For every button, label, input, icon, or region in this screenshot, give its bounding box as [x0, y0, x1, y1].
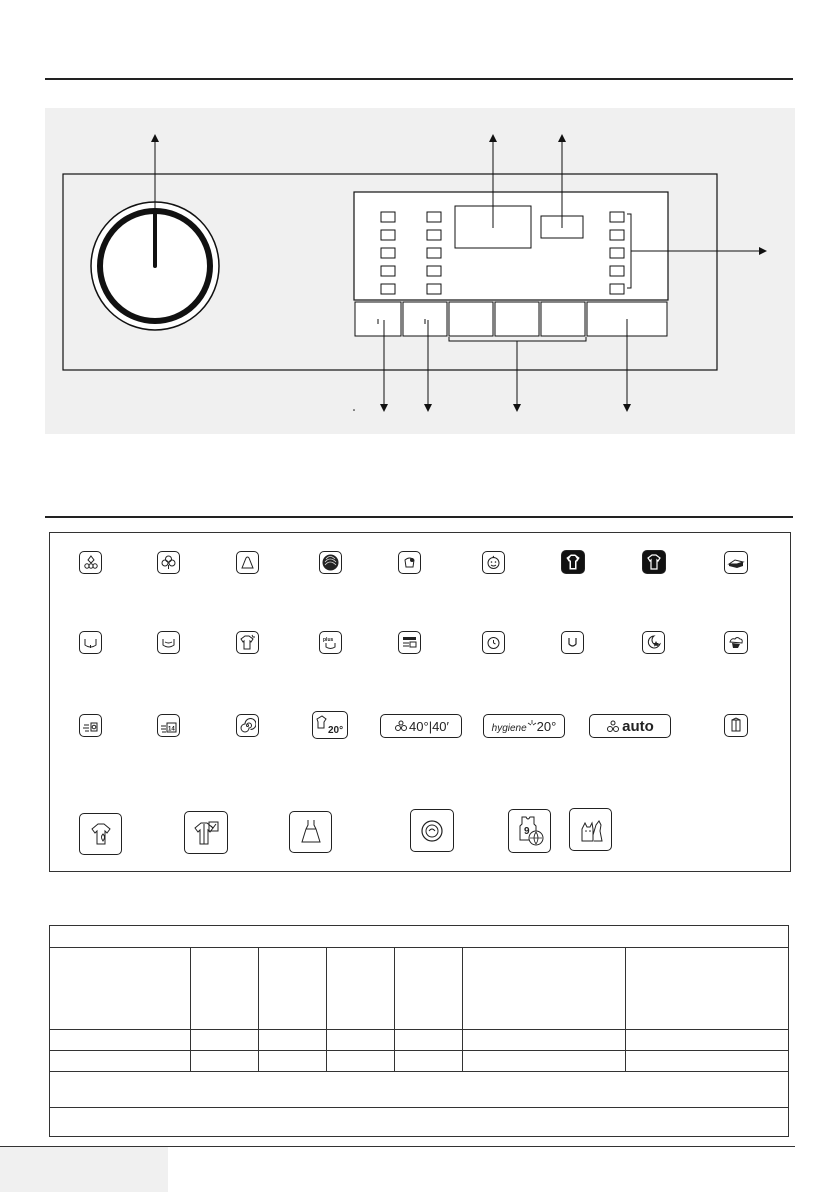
night-mode-icon: [642, 631, 665, 654]
footer-page-tab: [0, 1147, 168, 1192]
synthetic-icon: [236, 551, 259, 574]
prewash-icon: [79, 631, 102, 654]
outdoor-shirt-icon: [184, 811, 228, 854]
pet-hair-icon: [569, 808, 612, 851]
baby-protect-icon: [482, 551, 505, 574]
svg-text:20°: 20°: [328, 725, 344, 736]
anti-crease-icon: [236, 631, 259, 654]
lid-icon: [724, 714, 748, 737]
cotton-icon: [157, 551, 180, 574]
control-panel-drawing: [45, 108, 795, 434]
auto-icon: [589, 714, 671, 738]
auto-label: auto: [622, 717, 654, 735]
delay-timer-icon: [482, 631, 505, 654]
dual-40-label-a: 40°: [409, 718, 429, 734]
mix-20-icon: [312, 711, 348, 739]
quick-14-icon: [157, 714, 180, 737]
quilt-icon: [724, 551, 748, 574]
rinse-plus-icon: [319, 631, 342, 654]
quick-wash-icon: [79, 714, 102, 737]
table-vline: [462, 947, 463, 1071]
table-hline: [50, 1050, 788, 1051]
control-panel-diagram: [45, 108, 795, 434]
table-vline: [326, 947, 327, 1071]
table-vline: [625, 947, 626, 1071]
delicates-icon: [398, 551, 421, 574]
sportswear-icon: [508, 809, 551, 853]
table-hline: [50, 947, 788, 948]
drain-icon: [561, 631, 584, 654]
table-vline: [258, 947, 259, 1071]
wool-icon: [319, 551, 342, 574]
hygiene-word: hygiene: [491, 722, 527, 734]
rinse-icon: [157, 631, 180, 654]
top-rule: [45, 78, 793, 80]
programme-knob[interactable]: [91, 202, 219, 330]
svg-text:plus: plus: [323, 637, 334, 643]
xpress-icon: [398, 631, 421, 654]
table-hline: [50, 1071, 788, 1072]
spin-icon: [236, 714, 259, 737]
dark-care-icon: [561, 550, 585, 574]
hygiene-20-icon: [483, 714, 565, 738]
svg-text:14: 14: [168, 726, 175, 733]
table-vline: [190, 947, 191, 1071]
cotton-eco-icon: [79, 551, 102, 574]
steam-icon: [724, 631, 748, 654]
drum-clean-icon: [410, 809, 454, 852]
section-rule: [45, 516, 793, 518]
shirts-icon: [642, 550, 666, 574]
table-vline: [394, 947, 395, 1071]
table-hline: [50, 1107, 788, 1108]
hygiene-temp: 20°: [536, 718, 557, 734]
dress-icon: [289, 811, 332, 853]
shirt-care-icon: [79, 813, 122, 855]
dual-40-icon: 40° | 40′: [380, 714, 462, 738]
dual-40-label-b: 40′: [432, 718, 449, 734]
table-hline: [50, 1029, 788, 1030]
symbols-panel: [49, 532, 791, 872]
sportswear-number: 9: [523, 826, 530, 837]
specification-table: [49, 925, 789, 1137]
